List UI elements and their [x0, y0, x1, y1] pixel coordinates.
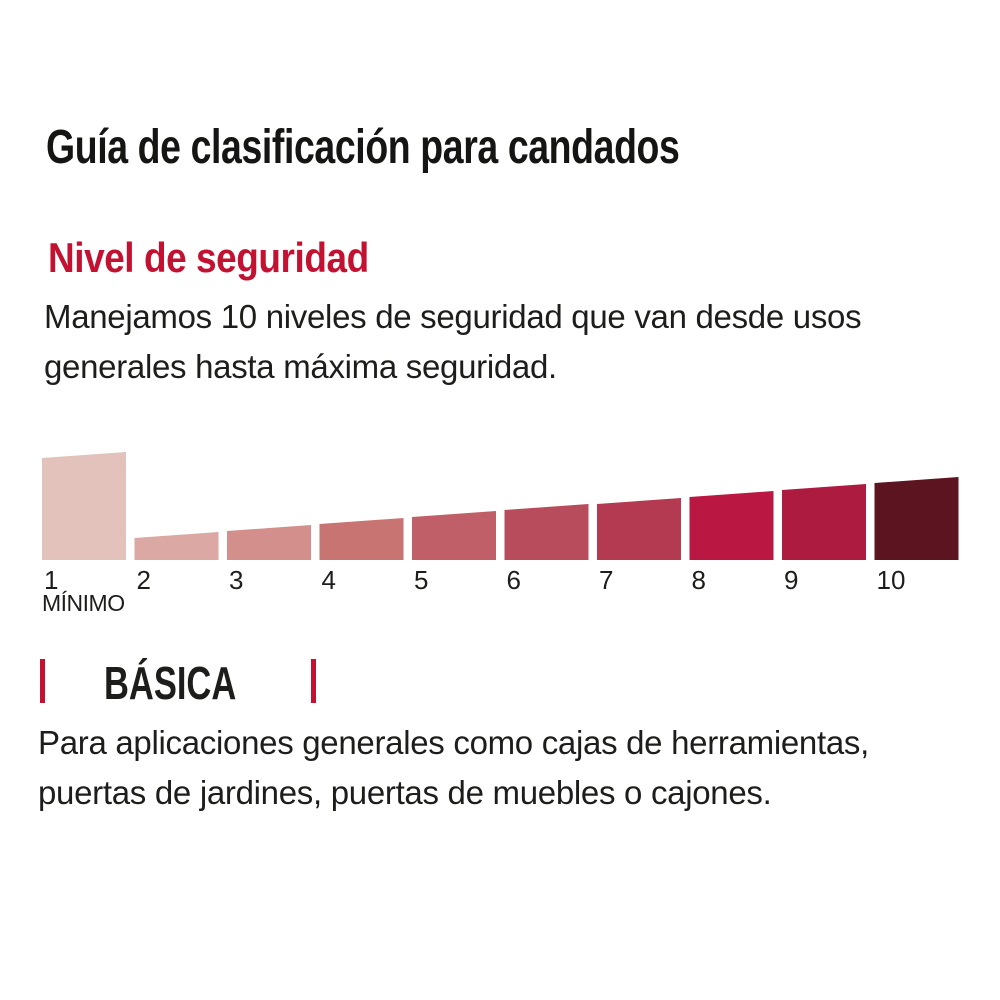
level-3-label: 3 [229, 565, 244, 595]
page-title: Guía de clasificación para candados [46, 121, 680, 174]
level-4-bar [320, 518, 404, 560]
level-8-label: 8 [691, 565, 706, 595]
level-3-bar [227, 525, 311, 560]
level-1-label: 1 [44, 565, 59, 595]
level-5-label: 5 [414, 565, 429, 595]
level-2-label: 2 [136, 565, 151, 595]
level-6-label: 6 [506, 565, 521, 595]
level-9-bar [782, 484, 866, 560]
level-4-label: 4 [321, 565, 336, 595]
security-level-chart [0, 430, 1000, 630]
level-1-bar [42, 452, 126, 560]
level-8-bar [690, 491, 774, 560]
level-7-bar [597, 498, 681, 560]
category-basica-label: BÁSICA [104, 657, 237, 709]
minimum-label: MÍNIMO [42, 590, 125, 616]
category-description-line-2: puertas de jardines, puertas de muebles o cajones. [38, 774, 772, 811]
level-10-bar [875, 477, 959, 560]
security-level-description [44, 292, 861, 392]
level-9-label: 9 [784, 565, 799, 595]
level-6-bar [505, 504, 589, 560]
level-5-bar [412, 511, 496, 560]
security-level-description-line-2: generales hasta máxima seguridad. [44, 348, 557, 385]
category-description [38, 718, 869, 818]
level-10-label: 10 [876, 565, 906, 595]
level-7-label: 7 [599, 565, 614, 595]
red-tick-right-icon [311, 659, 316, 703]
security-level-description-line-1: Manejamos 10 niveles de seguridad que van desde usos [44, 298, 862, 335]
category-description-line-1: Para aplicaciones generales como cajas de herramientas, [38, 724, 869, 761]
security-level-heading: Nivel de seguridad [48, 234, 369, 281]
red-tick-left-icon [40, 659, 45, 703]
level-2-bar [135, 532, 219, 560]
